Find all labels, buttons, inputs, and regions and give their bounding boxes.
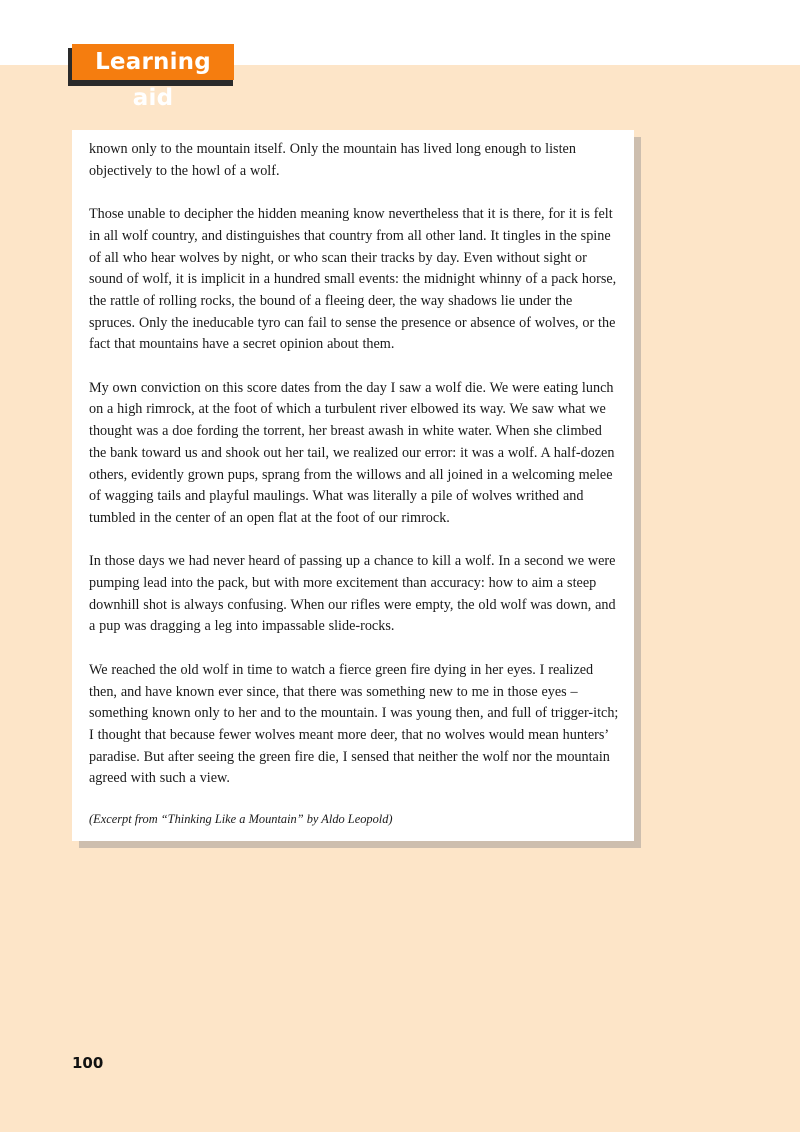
- learning-aid-tab: Learning aid: [72, 44, 234, 80]
- passage-paragraph-1: known only to the mountain itself. Only the mountain has lived long enough to listen objectively to the howl of a wolf.: [89, 141, 576, 179]
- passage-paragraph-5: We reached the old wolf in time to watch a fierce green fire dying in her eyes. I realized then, and have known ever since, that there was something new to me in those eyes – something known only to her and to the mountain. I was young then, and full of trigger-itch; I thought that because fewer wolves meant more deer, that no wolves would mean hunters’ paradise. But after seeing the green fire die, I sensed that neither the wolf nor the mountain agreed with such a view.: [89, 661, 619, 787]
- passage-paragraph-4: In those days we had never heard of passing up a chance to kill a wolf. In a second we were pumping lead into the pack, but with more excitement than accuracy: how to aim a steep downhill shot is always confusing. When our rifles were empty, the old wolf was down, and a pup was dragging a leg into impassable slide-rocks.: [89, 553, 616, 635]
- passage-paragraph-2: Those unable to decipher the hidden meaning know nevertheless that it is there, for it is felt in all wolf country, and distinguishes that country from all other land. It tingles in the spine of all who hear wolves by night, or who scan their tracks by day. Even without sight or sound of wolf, it is implicit in a hundred small events: the midnight whinny of a pack horse, the rattle of rolling rocks, the bound of a fleeing deer, the way shadows lie under the spruces. Only the ineducable tyro can fail to sense the presence or absence of wolves, or the fact that mountains have a secret opinion about them.: [89, 206, 617, 353]
- passage-card: [72, 130, 634, 841]
- passage-citation: (Excerpt from “Thinking Like a Mountain” by Aldo Leopold): [89, 811, 393, 826]
- passage-paragraph-3: My own conviction on this score dates from the day I saw a wolf die. We were eating lunch on a high rimrock, at the foot of which a turbulent river elbowed its way. We saw what we thought was a doe fording the torrent, her breast awash in white water. When she climbed the bank toward us and shook out her tail, we realized our error: it was a wolf. A half-dozen others, evidently grown pups, sprang from the willows and all joined in a welcoming melee of wagging tails and playful maulings. What was literally a pile of wolves writhed and tumbled in the center of an open flat at the foot of our rimrock.: [89, 379, 615, 526]
- page-number: 100: [72, 1054, 104, 1072]
